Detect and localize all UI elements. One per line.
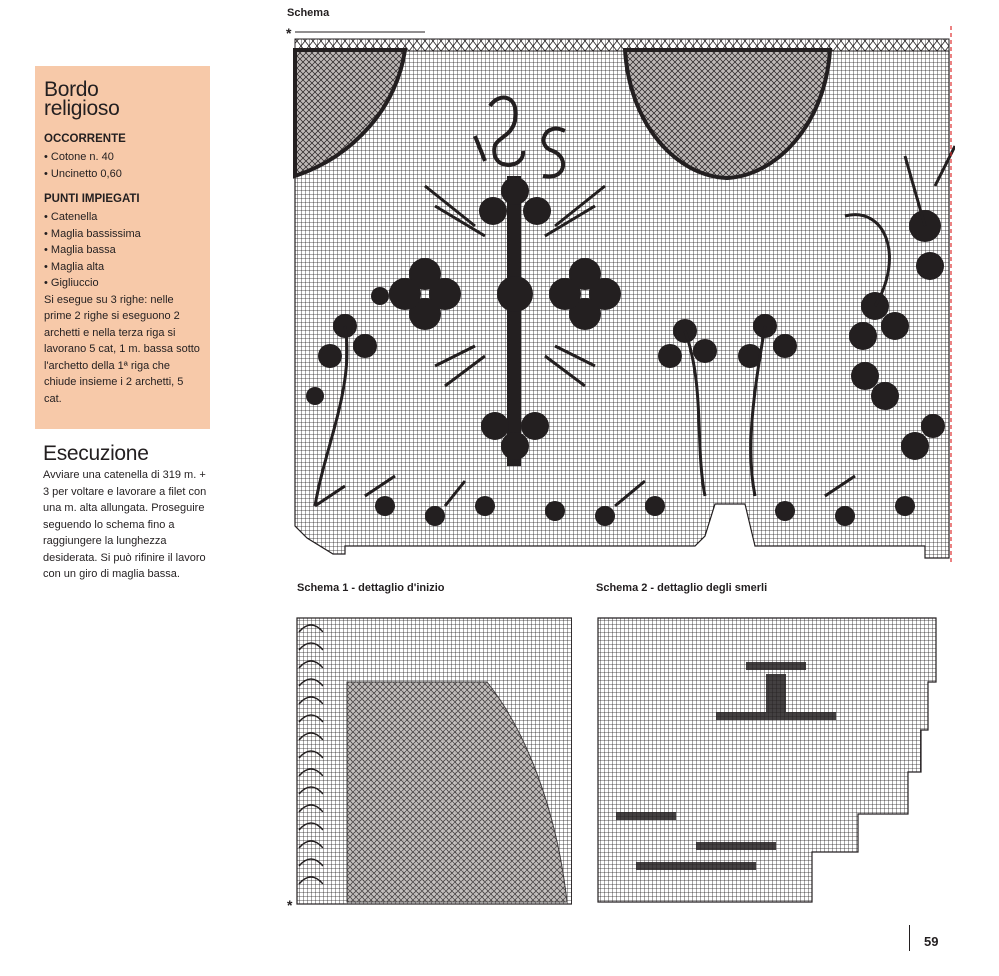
page-number: 59 [924,934,939,949]
main-schema-svg [285,26,955,562]
execution-text: Avviare una catenella di 319 m. + 3 per voltare e lavorare a filet con una m. alta allungata. Proseguire seguendo lo schema fino a raggiungere la lunghezza desiderata. Si può rifinire il lavoro con un giro di maglia bassa. [43,469,207,580]
main-schema-chart [285,26,955,562]
page-rule [909,925,910,951]
detail1-chart [287,612,572,912]
materials-heading: OCCORRENTE [44,133,126,145]
main-schema-label: Schema [287,7,330,19]
detail2-chart [596,612,946,912]
list-item: • Catenella [44,211,98,223]
list-item: • Maglia alta [44,260,105,273]
stitches-list [44,209,201,292]
materials-box [35,66,210,429]
detail2-svg [596,612,946,912]
detail2-label: Schema 2 - dettaglio degli smerli [596,582,768,594]
detail1-svg [287,612,572,912]
stitch-note: Si esegue su 3 righe: nelle prime 2 righe si eseguono 2 archetti e nella terza riga si lavorano 5 cat, 1 m. bassa sotto l'archetto della 1ª riga che chiude insieme i 2 archetti, 5 cat. [44,293,200,405]
stitches-heading: PUNTI IMPIEGATI [44,193,140,205]
list-item: • Maglia bassissima [44,227,141,240]
detail2-grid [598,618,936,902]
start-marker: * [286,26,292,41]
materials-list [44,149,201,182]
detail1-label: Schema 1 - dettaglio d'inizio [297,582,445,594]
pattern-title: Bordo religioso [44,78,120,120]
list-item: • Gigliuccio [44,277,99,289]
list-item: • Maglia bassa [44,244,116,256]
list-item: • Cotone n. 40 [44,151,114,163]
execution-title: Esecuzione [43,442,149,465]
detail1-start-marker: * [287,897,293,912]
list-item: • Uncinetto 0,60 [44,167,122,180]
